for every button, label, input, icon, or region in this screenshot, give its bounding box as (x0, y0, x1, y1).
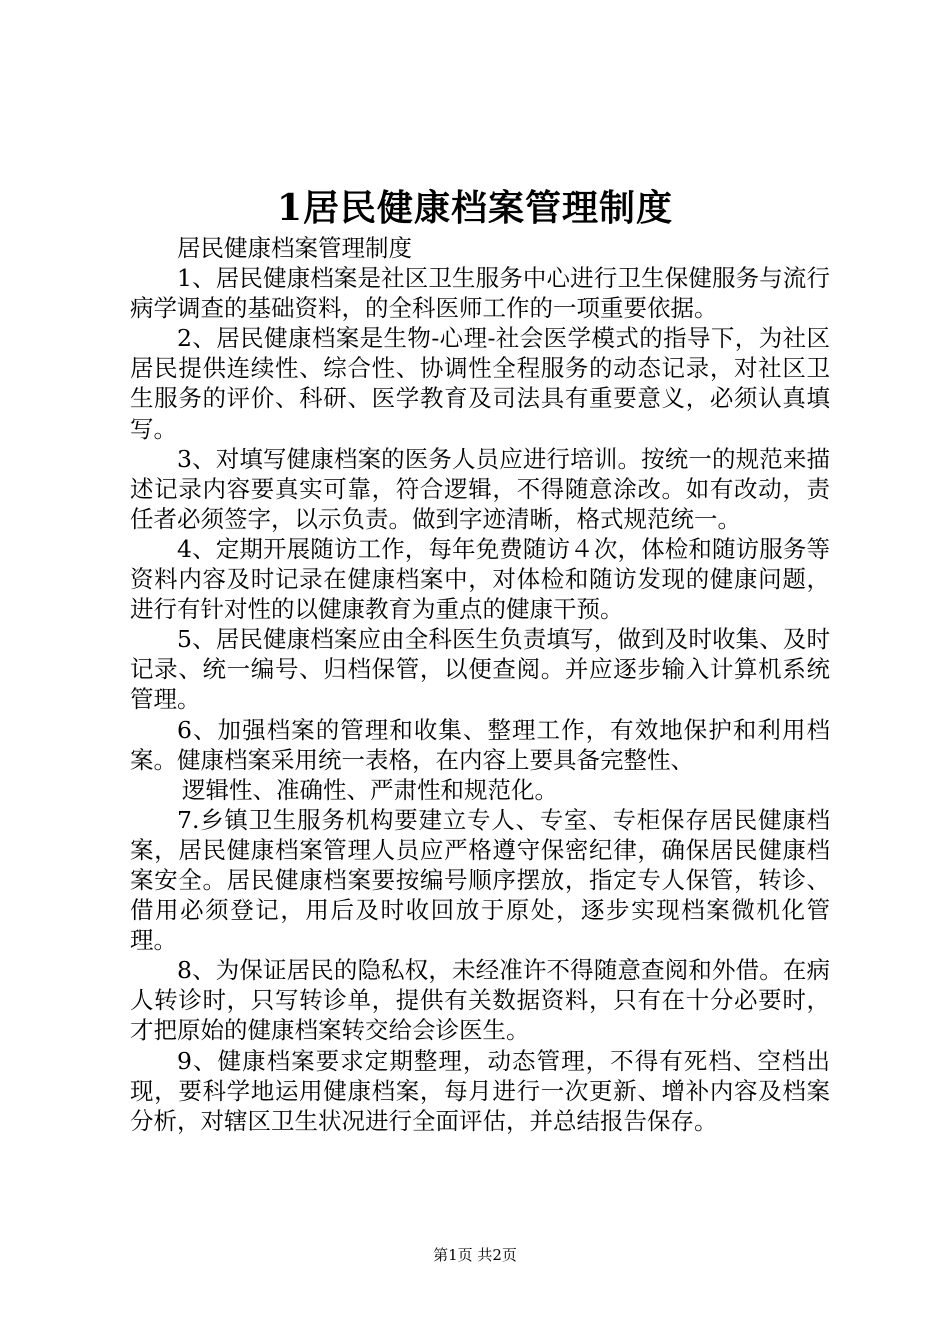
paragraph-item-6: 6、加强档案的管理和收集、整理工作，有效地保护和利用档案。健康档案采用统一表格，在内容上要具备完整性、 (130, 715, 830, 774)
paragraph-item-4: 4、定期开展随访工作，每年免费随访４次，体检和随访服务等资料内容及时记录在健康档案中，对体检和随访发现的健康问题，进行有针对性的以健康教育为重点的健康干预。 (130, 534, 830, 624)
paragraph-heading: 居民健康档案管理制度 (177, 234, 412, 262)
paragraph-item-9: 9、健康档案要求定期整理，动态管理，不得有死档、空档出现，要科学地运用健康档案，每月进行一次更新、增补内容及档案分析，对辖区卫生状况进行全面评估，并总结报告保存。 (130, 1046, 830, 1135)
document-body (130, 233, 830, 1136)
page-number: 第1页 共2页 (433, 1246, 517, 1264)
paragraph-item-6-continued: 逻辑性、准确性、严肃性和规范化。 (182, 775, 558, 804)
paragraph-item-7: 7.乡镇卫生服务机构要建立专人、专室、专柜保存居民健康档案，居民健康档案管理人员应严格遵守保密纪律，确保居民健康档案安全。居民健康档案要按编号顺序摆放，指定专人保管，转诊、借用必须登记，用后及时收回放于原处，逐步实现档案微机化管理。 (130, 805, 830, 955)
paragraph-item-2: 2、居民健康档案是生物-心理-社会医学模式的指导下，为社区居民提供连续性、综合性、协调性全程服务的动态记录，对社区卫生服务的评价、科研、医学教育及司法具有重要意义，必须认真填写。 (130, 324, 830, 443)
paragraph-item-5: 5、居民健康档案应由全科医生负责填写，做到及时收集、及时记录、统一编号、归档保管，以便查阅。并应逐步输入计算机系统管理。 (130, 625, 830, 714)
paragraph-item-3: 3、对填写健康档案的医务人员应进行培训。按统一的规范来描述记录内容要真实可靠，符合逻辑，不得随意涂改。如有改动，责任者必须签字，以示负责。做到字迹清晰，格式规范统一。 (130, 444, 830, 533)
paragraph-item-8: 8、为保证居民的隐私权，未经准许不得随意查阅和外借。在病人转诊时，只写转诊单，提供有关数据资料，只有在十分必要时，才把原始的健康档案转交给会诊医生。 (130, 956, 830, 1045)
paragraph-item-1: 1、居民健康档案是社区卫生服务中心进行卫生保健服务与流行病学调查的基础资料，的全科医师工作的一项重要依据。 (130, 264, 830, 323)
document-title: 1居民健康档案管理制度 (276, 187, 674, 229)
page-footer (0, 1244, 950, 1266)
